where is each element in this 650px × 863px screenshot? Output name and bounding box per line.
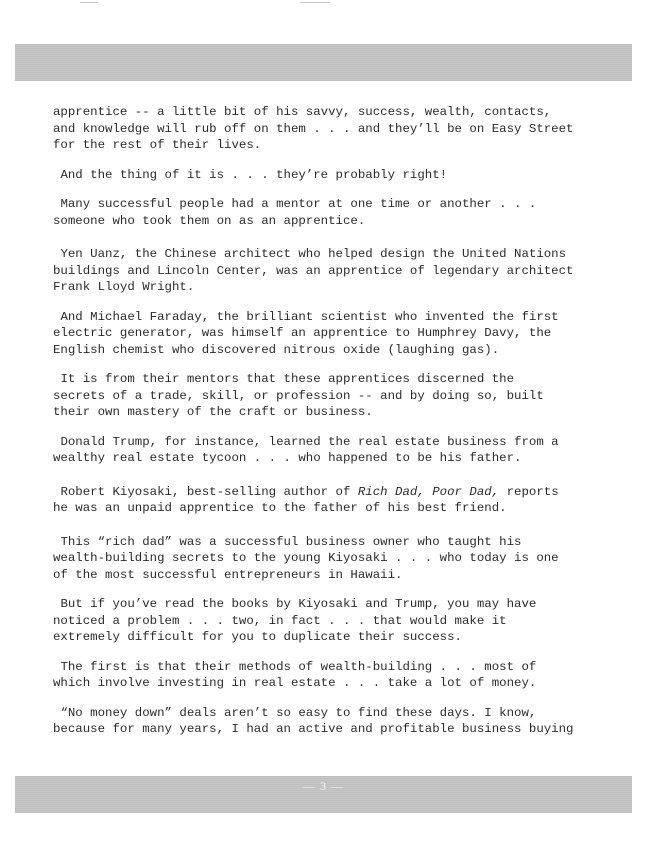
text-line: It is from their mentors that these apprentices discerned the <box>53 372 515 386</box>
header-band <box>15 44 632 81</box>
text-line: This “rich dad” was a successful business owner who taught his <box>53 534 522 549</box>
text-line: buildings and Lincoln Center, was an apprentice of legendary architect <box>53 263 574 278</box>
paragraph <box>53 371 598 421</box>
text-line: wealth-building secrets to the young Kiyosaki . . . who today is one <box>53 551 559 565</box>
text-line: noticed a problem . . . two, in fact . . . that would make it <box>53 613 507 628</box>
paragraph <box>53 246 598 296</box>
page-number: — 3 — <box>303 779 344 793</box>
text-line: because for many years, I had an active and profitable business buying <box>53 722 574 736</box>
paragraph <box>53 309 598 359</box>
text-line: secrets of a trade, skill, or profession -- and by doing so, built <box>53 388 544 403</box>
paragraph <box>53 434 598 467</box>
text-line: someone who took them on as an apprentice. <box>53 213 366 228</box>
paragraph <box>53 167 598 184</box>
text-line: wealthy real estate tycoon . . . who happened to be his father. <box>53 451 522 465</box>
text-line: “No money down” deals aren’t so easy to find these days. I know, <box>53 705 537 720</box>
text-line: of the most successful entrepreneurs in Hawaii. <box>53 567 403 582</box>
paragraph <box>53 596 598 646</box>
paragraph <box>53 104 598 154</box>
text-line: their own mastery of the craft or business. <box>53 405 373 419</box>
book-title: Rich Dad, Poor Dad, <box>357 484 500 499</box>
text-segment: reports <box>499 484 559 499</box>
paragraph <box>53 484 598 517</box>
text-line: Frank Lloyd Wright. <box>53 280 195 294</box>
text-line: for the rest of their lives. <box>53 138 262 152</box>
text-line: he was an unpaid apprentice to the father of his best friend. <box>53 501 507 515</box>
text-line: Donald Trump, for instance, learned the real estate business from a <box>53 434 559 449</box>
paragraph <box>53 196 598 229</box>
text-line: Yen Uanz, the Chinese architect who helped design the United Nations <box>53 247 567 261</box>
paragraph <box>53 705 598 738</box>
scan-speck <box>80 2 98 3</box>
text-line: apprentice -- a little bit of his savvy, success, wealth, contacts, <box>53 105 552 119</box>
footer-band <box>15 776 632 813</box>
text-line: And the thing of it is . . . they’re probably right! <box>53 167 448 182</box>
text-line: And Michael Faraday, the brilliant scientist who invented the first <box>53 309 559 324</box>
paragraph <box>53 659 598 692</box>
text-line: and knowledge will rub off on them . . . and they’ll be on Easy Street <box>53 121 574 136</box>
text-line: electric generator, was himself an apprentice to Humphrey Davy, the <box>53 326 552 340</box>
paragraph <box>53 534 598 584</box>
text-line: English chemist who discovered nitrous oxide (laughing gas). <box>53 342 500 357</box>
text-line: which involve investing in real estate . . . take a lot of money. <box>53 676 537 690</box>
text-line: The first is that their methods of wealth-building . . . most of <box>53 659 537 674</box>
text-segment: Robert Kiyosaki, best-selling author of <box>53 484 358 499</box>
text-line: But if you’ve read the books by Kiyosaki and Trump, you may have <box>53 597 537 611</box>
text-line: extremely difficult for you to duplicate their success. <box>53 630 462 644</box>
scan-speck <box>300 2 330 3</box>
page-body <box>53 104 598 738</box>
text-line: Many successful people had a mentor at one time or another . . . <box>53 197 537 211</box>
